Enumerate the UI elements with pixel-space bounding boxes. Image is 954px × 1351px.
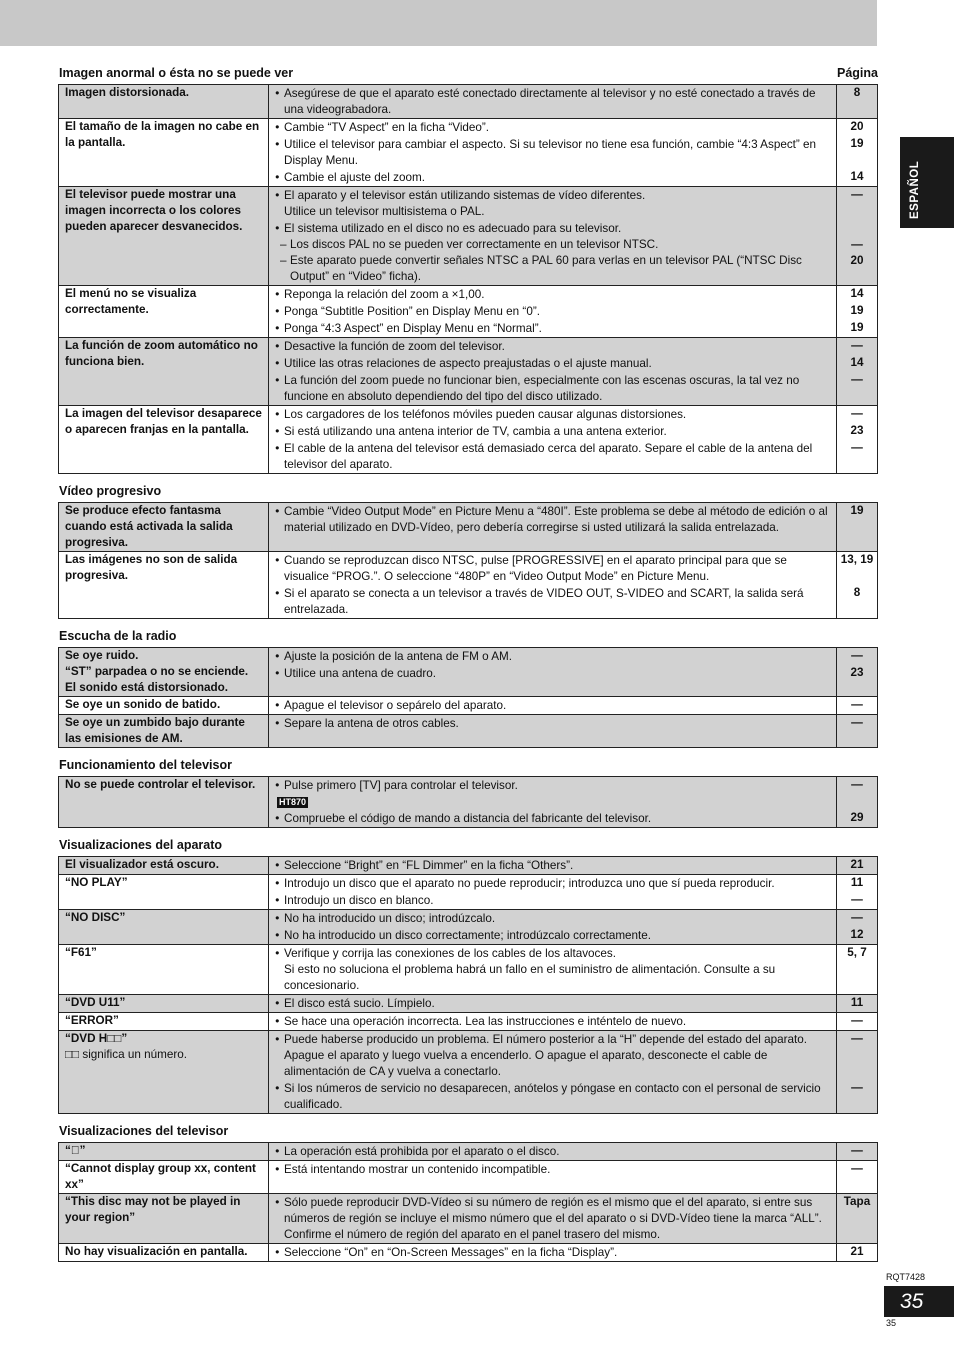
table-row — [59, 857, 878, 875]
problem-cell — [59, 910, 269, 945]
solution-bullet: ● Separe la antena de otros cables. — [275, 715, 830, 732]
solution-bullet: ● Puede haberse producido un problema. El número posterior a la “H” depende del estado del aparato. Apague el aparato y luego vuelva a encenderlo. O apague el aparato, desconecte el cable de alimentación de CA y vuelva a conectarlo. — [275, 1031, 830, 1080]
section-title: Visualizaciones del aparato — [59, 838, 223, 852]
page-ref: — — [851, 893, 863, 906]
problem-text: Se oye ruido. — [65, 649, 139, 662]
page-ref: — — [851, 339, 863, 352]
page-ref-cell — [837, 995, 878, 1013]
page-ref-cell — [837, 406, 878, 474]
table-row — [59, 503, 878, 552]
solution-cell — [269, 503, 837, 552]
problem-text: La función de zoom automático no funciona bien. — [65, 339, 258, 368]
page-ref: 11 — [850, 876, 864, 889]
section-heading — [59, 483, 878, 499]
solution-bullet: ● Reponga la relación del zoom a ×1,00. — [275, 286, 830, 303]
solution-cell — [269, 552, 837, 619]
page-ref: — — [851, 1014, 863, 1027]
problem-text: “ERROR” — [65, 1014, 119, 1027]
solution-cell — [269, 648, 837, 697]
problem-note: □□ significa un número. — [65, 1048, 187, 1061]
solution-cell — [269, 286, 837, 338]
page-ref-cell — [837, 119, 878, 187]
page-ref-cell — [837, 875, 878, 910]
solution-cell — [269, 1244, 837, 1262]
problem-text: Se oye un zumbido bajo durante las emisiones de AM. — [65, 716, 245, 745]
solution-bullet: ● El cable de la antena del televisor está demasiado cerca del aparato. Separe el cable de la antena del televisor del aparato. — [275, 440, 830, 473]
section-title: Vídeo progresivo — [59, 484, 162, 498]
section-title: Escucha de la radio — [59, 629, 177, 643]
solution-text: – Los discos PAL no se pueden ver correctamente en un televisor NTSC. — [275, 237, 830, 253]
page-ref: 21 — [850, 858, 864, 871]
problem-cell — [59, 552, 269, 619]
troubleshooting-table — [58, 84, 878, 474]
problem-cell — [59, 338, 269, 406]
section-heading — [59, 65, 878, 81]
page-ref-cell — [837, 857, 878, 875]
solution-bullet: ● Apague el televisor o sepárelo del aparato. — [275, 697, 830, 714]
header-bar — [0, 0, 877, 46]
page-ref-cell — [837, 1031, 878, 1114]
problem-text: “Cannot display group xx, content xx” — [65, 1162, 256, 1191]
table-row — [59, 1194, 878, 1244]
page-ref: 19 — [850, 304, 864, 317]
problem-text: “DVD U11” — [65, 996, 126, 1009]
problem-cell — [59, 995, 269, 1013]
solution-bullet: ● Cambie el ajuste del zoom. — [275, 169, 830, 186]
page-ref — [839, 204, 875, 220]
model-tag: HT870 — [279, 797, 307, 807]
table-row — [59, 1244, 878, 1262]
section-title: Imagen anormal o ésta no se puede ver — [59, 66, 294, 80]
page-ref-cell — [837, 187, 878, 286]
solution-cell — [269, 910, 837, 945]
page-ref-cell — [837, 1161, 878, 1194]
page-ref: — — [851, 716, 863, 729]
troubleshooting-table — [58, 856, 878, 1114]
page-ref-cell — [837, 945, 878, 995]
page-ref: — — [851, 373, 863, 386]
page-ref: 13, 19 — [840, 553, 874, 566]
page-column-header: Página — [837, 66, 878, 80]
page-ref: 12 — [850, 928, 864, 941]
solution-bullet: ● Está intentando mostrar un contenido incompatible. — [275, 1161, 830, 1178]
problem-cell — [59, 1161, 269, 1194]
solution-bullet: ● Ponga “Subtitle Position” en Display Menu en “0”. — [275, 303, 830, 320]
problem-cell — [59, 503, 269, 552]
page-ref: 23 — [850, 666, 864, 679]
troubleshooting-table — [58, 776, 878, 828]
solution-cell — [269, 1194, 837, 1244]
troubleshooting-table — [58, 502, 878, 619]
solution-text: Utilice un televisor multisistema o PAL. — [284, 205, 485, 218]
page-ref: 8 — [853, 86, 861, 99]
page-ref: 23 — [850, 424, 864, 437]
page-ref: — — [851, 188, 863, 201]
page-ref: 21 — [850, 1245, 864, 1258]
problem-cell — [59, 1143, 269, 1161]
page-ref: — — [851, 1081, 863, 1094]
solution-cell — [269, 187, 837, 286]
section-heading — [59, 628, 878, 644]
solution-text: Si esto no soluciona el problema habrá un fallo en el suministro de alimentación. Consulte a su concesionario. — [284, 963, 776, 992]
solution-bullet: ● Asegúrese de que el aparato esté conectado directamente al televisor y no esté conectado a través de una videograbadora. — [275, 85, 830, 118]
problem-cell — [59, 1194, 269, 1244]
solution-text: – Este aparato puede convertir señales NTSC a PAL 60 para verlas en un televisor PAL (“NTSC Disc Output” en “Video” ficha). — [275, 253, 830, 285]
problem-text: “NO PLAY” — [65, 876, 128, 889]
problem-cell — [59, 875, 269, 910]
table-row — [59, 1143, 878, 1161]
solution-bullet: ● Introdujo un disco en blanco. — [275, 892, 830, 909]
problem-text: “NO DISC” — [65, 911, 126, 924]
solution-bullet: ● Ajuste la posición de la antena de FM o AM. — [275, 648, 830, 665]
model-tag-row — [275, 794, 830, 810]
document-code: RQT7428 — [886, 1272, 926, 1282]
page-ref: — — [851, 407, 863, 420]
solution-cell — [269, 119, 837, 187]
solution-cell — [269, 777, 837, 828]
problem-text: “DVD H□□” — [65, 1032, 128, 1045]
solution-cell — [269, 1031, 837, 1114]
page-ref: 14 — [850, 287, 864, 300]
problem-cell — [59, 85, 269, 119]
problem-text: No hay visualización en pantalla. — [65, 1245, 248, 1258]
solution-cell — [269, 715, 837, 748]
page-ref: — — [851, 1144, 863, 1157]
solution-bullet: ● Seleccione “Bright” en “FL Dimmer” en la ficha “Others”. — [275, 857, 830, 874]
troubleshooting-table — [58, 647, 878, 748]
solution-bullet: ● Introdujo un disco que el aparato no puede reproducir; introduzca uno que sí pueda reproducir. — [275, 875, 830, 892]
page-ref: 14 — [850, 356, 864, 369]
solution-bullet: ● Pulse primero [TV] para controlar el televisor. — [275, 777, 830, 794]
section-title: Visualizaciones del televisor — [59, 1124, 229, 1138]
language-tab — [900, 137, 954, 228]
problem-cell — [59, 286, 269, 338]
problem-cell — [59, 857, 269, 875]
table-row — [59, 777, 878, 828]
problem-text: “⃠” — [65, 1144, 86, 1157]
solution-cell — [269, 945, 837, 995]
page-ref-cell — [837, 338, 878, 406]
page-ref: 14 — [850, 170, 864, 183]
section-heading — [59, 1123, 878, 1139]
solution-cell — [269, 85, 837, 119]
table-row — [59, 910, 878, 945]
table-row — [59, 286, 878, 338]
page-ref: — — [851, 778, 863, 791]
problem-text: El tamaño de la imagen no cabe en la pantalla. — [65, 120, 260, 149]
problem-cell — [59, 1013, 269, 1031]
solution-bullet: ● Seleccione “On” en “On-Screen Messages” en la ficha “Display”. — [275, 1244, 830, 1261]
troubleshooting-content — [58, 62, 878, 1262]
solution-bullet: ● Utilice el televisor para cambiar el aspecto. Si su televisor no tiene esa función, cambie “4:3 Aspect” en Display Menu. — [275, 136, 830, 169]
problem-text: El visualizador está oscuro. — [65, 858, 219, 871]
page-ref-cell — [837, 286, 878, 338]
section-title: Funcionamiento del televisor — [59, 758, 232, 772]
solution-cell — [269, 1013, 837, 1031]
page-ref-cell — [837, 1194, 878, 1244]
solution-bullet: ● No ha introducido un disco; introdúzcalo. — [275, 910, 830, 927]
section-heading — [59, 837, 878, 853]
page-ref-cell — [837, 910, 878, 945]
table-row — [59, 187, 878, 286]
table-row — [59, 85, 878, 119]
page-ref: — — [851, 1032, 863, 1045]
page-ref-cell — [837, 85, 878, 119]
table-row — [59, 338, 878, 406]
table-row — [59, 119, 878, 187]
solution-bullet: ● Sólo puede reproducir DVD-Vídeo si su número de región es el mismo que el del aparato, si entre sus números de región se incluye el mismo número que el del aparato o si DVD-Vídeo tiene la marca “ALL”. Confirme el número de región del aparato en el panel trasero del mismo. — [275, 1194, 830, 1243]
problem-cell — [59, 406, 269, 474]
solution-cell — [269, 1143, 837, 1161]
problem-text: El menú no se visualiza correctamente. — [65, 287, 197, 316]
page-ref — [839, 794, 875, 810]
language-tab-label: ESPAÑOL — [909, 160, 921, 219]
table-row — [59, 875, 878, 910]
problem-cell — [59, 648, 269, 697]
problem-cell — [59, 119, 269, 187]
page-ref: 20 — [850, 254, 864, 267]
page-ref-cell — [837, 1244, 878, 1262]
solution-bullet: ● Cambie “TV Aspect” en la ficha “Video”. — [275, 119, 830, 136]
problem-cell — [59, 1244, 269, 1262]
solution-cell — [269, 1161, 837, 1194]
solution-bullet: ● Ponga “4:3 Aspect” en Display Menu en “Normal”. — [275, 320, 830, 337]
solution-bullet: ● Compruebe el código de mando a distancia del fabricante del televisor. — [275, 810, 830, 827]
problem-cell — [59, 1031, 269, 1114]
page-ref: 11 — [850, 996, 864, 1009]
solution-bullet: ● El sistema utilizado en el disco no es adecuado para su televisor. — [275, 220, 830, 237]
solution-cell — [269, 697, 837, 715]
page-number: 35 — [884, 1286, 954, 1317]
problem-text: “ST” parpadea o no se enciende. — [65, 665, 249, 678]
solution-bullet: ● Si el aparato se conecta a un televisor a través de VIDEO OUT, S-VIDEO and SCART, la salida será entrelazada. — [275, 585, 830, 618]
page-ref: 19 — [850, 504, 864, 517]
problem-cell — [59, 715, 269, 748]
page-ref-cell — [837, 697, 878, 715]
problem-text: “F61” — [65, 946, 97, 959]
table-row — [59, 1013, 878, 1031]
section-heading — [59, 757, 878, 773]
page-ref: 20 — [850, 120, 864, 133]
solution-bullet: ● Utilice las otras relaciones de aspecto preajustadas o el ajuste manual. — [275, 355, 830, 372]
page-ref-cell — [837, 1143, 878, 1161]
page-ref-cell — [837, 777, 878, 828]
page-ref: — — [851, 911, 863, 924]
page-ref: — — [851, 441, 863, 454]
table-row — [59, 1031, 878, 1114]
problem-text: El televisor puede mostrar una imagen incorrecta o los colores pueden aparecer desvanecidos. — [65, 188, 243, 233]
problem-text: La imagen del televisor desaparece o aparecen franjas en la pantalla. — [65, 407, 262, 436]
problem-cell — [59, 945, 269, 995]
page-ref: 19 — [850, 321, 864, 334]
table-row — [59, 1161, 878, 1194]
table-row — [59, 945, 878, 995]
page-ref: — — [851, 698, 863, 711]
problem-cell — [59, 187, 269, 286]
problem-text: “This disc may not be played in your region” — [65, 1195, 241, 1224]
solution-bullet: ● Si está utilizando una antena interior de TV, cambia a una antena exterior. — [275, 423, 830, 440]
page-ref: 8 — [853, 586, 861, 599]
solution-bullet: ● Si los números de servicio no desaparecen, anótelos y póngase en contacto con el personal de servicio cualificado. — [275, 1080, 830, 1113]
page-number-small: 35 — [886, 1318, 897, 1328]
page-ref-cell — [837, 648, 878, 697]
table-row — [59, 697, 878, 715]
problem-text: Se oye un sonido de batido. — [65, 698, 221, 711]
page-ref: 29 — [850, 811, 864, 824]
table-row — [59, 648, 878, 697]
solution-bullet: ● Desactive la función de zoom del televisor. — [275, 338, 830, 355]
problem-cell — [59, 697, 269, 715]
troubleshooting-table — [58, 1142, 878, 1262]
page-ref-cell — [837, 503, 878, 552]
page-ref: — — [851, 649, 863, 662]
solution-bullet: ● La operación está prohibida por el aparato o el disco. — [275, 1143, 830, 1160]
problem-text: Las imágenes no son de salida progresiva. — [65, 553, 238, 582]
problem-text: Se produce efecto fantasma cuando está activada la salida progresiva. — [65, 504, 233, 549]
problem-text: No se puede controlar el televisor. — [65, 778, 256, 791]
table-row — [59, 715, 878, 748]
table-row — [59, 406, 878, 474]
table-row — [59, 995, 878, 1013]
page-ref-cell — [837, 715, 878, 748]
page-ref-cell — [837, 552, 878, 619]
solution-bullet: ● Cambie “Video Output Mode” en Picture Menu a “480I”. Este problema se debe al método de edición o al material utilizado en DVD-Vídeo, pero debería corregirse si usted utilizará la salida entrelazada. — [275, 503, 830, 536]
page-ref: Tapa — [843, 1195, 871, 1208]
table-row — [59, 552, 878, 619]
solution-cell — [269, 338, 837, 406]
solution-bullet: ● El disco está sucio. Límpielo. — [275, 995, 830, 1012]
solution-bullet: ● Los cargadores de los teléfonos móviles pueden causar algunas distorsiones. — [275, 406, 830, 423]
solution-bullet: ● Cuando se reproduzcan disco NTSC, pulse [PROGRESSIVE] en el aparato principal para que se visualice “PROG.”. O seleccione “480P” en “Video Output Mode” en Picture Menu. — [275, 552, 830, 585]
solution-bullet: ● La función del zoom puede no funcionar bien, especialmente con las escenas oscuras, la tal vez no funcione en absoluto dependiendo del tipo del disco utilizado. — [275, 372, 830, 405]
solution-bullet: ● Verifique y corrija las conexiones de los cables de los altavoces. — [275, 945, 830, 962]
page-ref — [839, 962, 875, 994]
problem-text: Imagen distorsionada. — [65, 86, 190, 99]
page-ref: 19 — [850, 137, 864, 150]
solution-bullet: ● El aparato y el televisor están utilizando sistemas de vídeo diferentes. — [275, 187, 830, 204]
solution-bullet: ● Utilice una antena de cuadro. — [275, 665, 830, 682]
problem-text: El sonido está distorsionado. — [65, 681, 228, 694]
solution-cell — [269, 857, 837, 875]
page-ref-cell — [837, 1013, 878, 1031]
page-ref — [839, 220, 875, 237]
solution-bullet: ● Se hace una operación incorrecta. Lea las instrucciones e inténtelo de nuevo. — [275, 1013, 830, 1030]
solution-cell — [269, 875, 837, 910]
page-ref: 5, 7 — [847, 946, 867, 959]
solution-bullet: ● No ha introducido un disco correctamente; introdúzcalo correctamente. — [275, 927, 830, 944]
page-ref: — — [851, 238, 863, 251]
solution-cell — [269, 406, 837, 474]
page-ref: — — [851, 1162, 863, 1175]
problem-cell — [59, 777, 269, 828]
solution-cell — [269, 995, 837, 1013]
